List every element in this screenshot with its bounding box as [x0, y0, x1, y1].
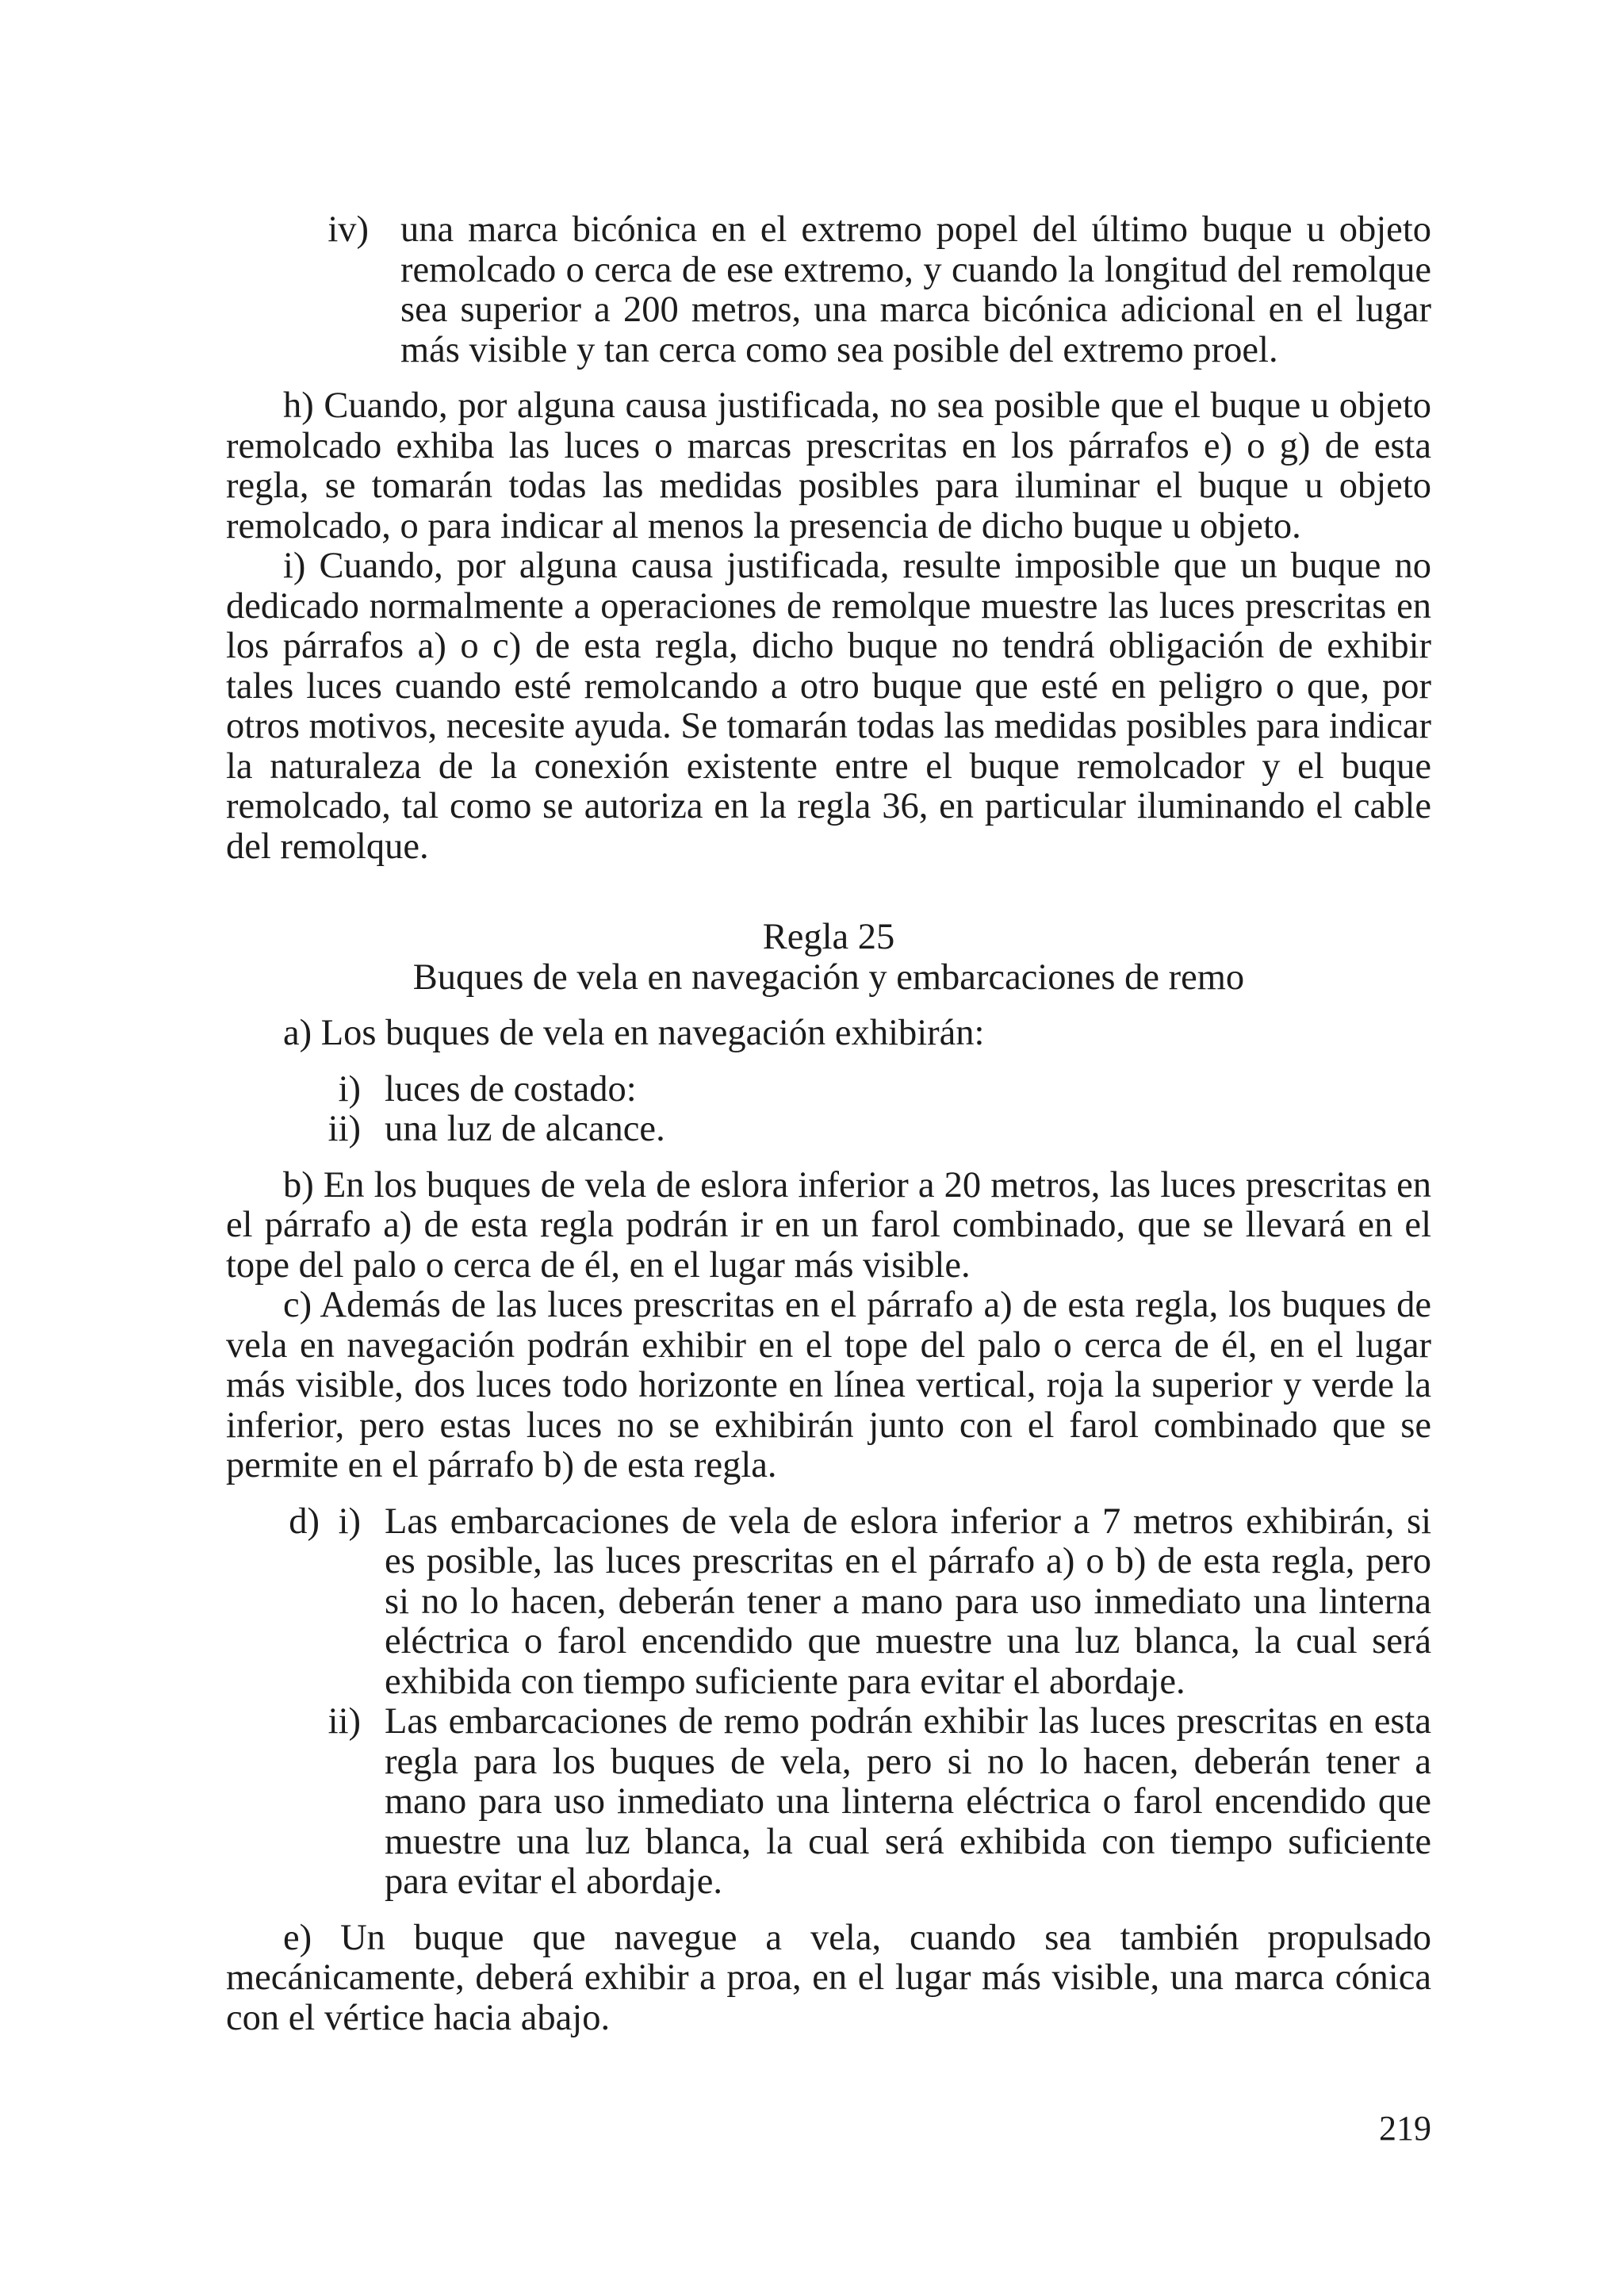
paragraph-c: c) Además de las luces prescritas en el párrafo a) de esta regla, los buques de vela en navegación podrán exhibir en el tope del palo o cerca de él, en el lugar más visible, dos luces todo horizonte en línea vertical, roja la superior y verde la inferior, pero estas luces no se exhibirán junto con el farol combinado que se permite en el párrafo b) de esta regla. — [226, 1285, 1431, 1485]
paragraph-h: h) Cuando, por alguna causa justificada, no sea posible que el buque u objeto remolcado exhiba las luces o marcas prescritas en los párrafos e) o g) de esta regla, se tomarán todas las medidas posibles para iluminar el buque u objeto remolcado, o para indicar al menos la presencia de dicho buque u objeto. — [226, 385, 1431, 546]
list-d-item-1 — [226, 1502, 1431, 1703]
list-a-label-2: ii) — [327, 1109, 361, 1149]
list-a-text-2: una luz de alcance. — [385, 1109, 665, 1149]
list-d-text-1: Las embarcaciones de vela de eslora inferior a 7 metros exhibirán, si es posible, las luces prescritas en el párrafo a) o b) de esta regla, pero si no lo hacen, deberán tener a mano para uso inmediato una linterna eléctrica o farol encendido que muestre una luz blanca, la cual será exhibida con tiempo suficiente para evitar el abordaje. — [385, 1501, 1431, 1702]
paragraph-e: e) Un buque que navegue a vela, cuando sea también propulsado mecánicamente, deberá exhibir a proa, en el lugar más visible, una marca cónica con el vértice hacia abajo. — [226, 1917, 1431, 2038]
paragraph-a: a) Los buques de vela en navegación exhibirán: — [283, 1013, 985, 1053]
list-d-text-2: Las embarcaciones de remo podrán exhibir las luces prescritas en esta regla para los buques de vela, pero si no lo hacen, deberán tener a mano para uso inmediato una linterna eléctrica o farol encendido que muestre una luz blanca, la cual será exhibida con tiempo suficiente para evitar el abordaje. — [385, 1701, 1431, 1902]
paragraph-i: i) Cuando, por alguna causa justificada, resulte imposible que un buque no dedicado normalmente a operaciones de remolque muestre las luces prescritas en los párrafos a) o c) de esta regla, dicho buque no tendrá obligación de exhibir tales luces cuando esté remolcando a otro buque que esté en peligro o que, por otros motivos, necesite ayuda. Se tomarán todas las medidas posibles para indicar la naturaleza de la conexión existente entre el buque remolcador y el buque remolcado, tal como se autoriza en la regla 36, en particular iluminando el cable del remolque. — [226, 546, 1431, 867]
list-item-iv — [226, 210, 1431, 370]
list-d-label: d) — [289, 1501, 320, 1542]
list-text-iv: una marca bicónica en el extremo popel del último buque u objeto remolcado o cerca de ese extremo, y cuando la longitud del remolque sea superior a 200 metros, una marca bicónica adicional en el lugar más visible y tan cerca como sea posible del extremo proel. — [400, 209, 1431, 370]
list-a-label-1: i) — [338, 1068, 361, 1110]
list-d-item-2 — [226, 1702, 1431, 1903]
paragraph-b: b) En los buques de vela de eslora inferior a 20 metros, las luces prescritas en el párrafo a) de esta regla podrán ir en un farol combinado, que se llevará en el tope del palo o cerca de él, en el lugar más visible. — [226, 1164, 1431, 1286]
list-a-text-1: luces de costado: — [385, 1068, 637, 1110]
list-d-label-1: i) — [338, 1501, 361, 1542]
rule-heading: Regla 25 — [762, 917, 895, 957]
page-body — [226, 210, 1431, 2038]
list-a-item-1 — [226, 1070, 1431, 1110]
list-a-item-2 — [226, 1110, 1431, 1150]
rule-subtitle: Buques de vela en navegación y embarcaciones de remo — [412, 956, 1245, 998]
page-number: 219 — [1379, 2109, 1431, 2148]
list-label-iv: iv) — [327, 209, 369, 250]
list-d-label-2: ii) — [327, 1701, 361, 1742]
